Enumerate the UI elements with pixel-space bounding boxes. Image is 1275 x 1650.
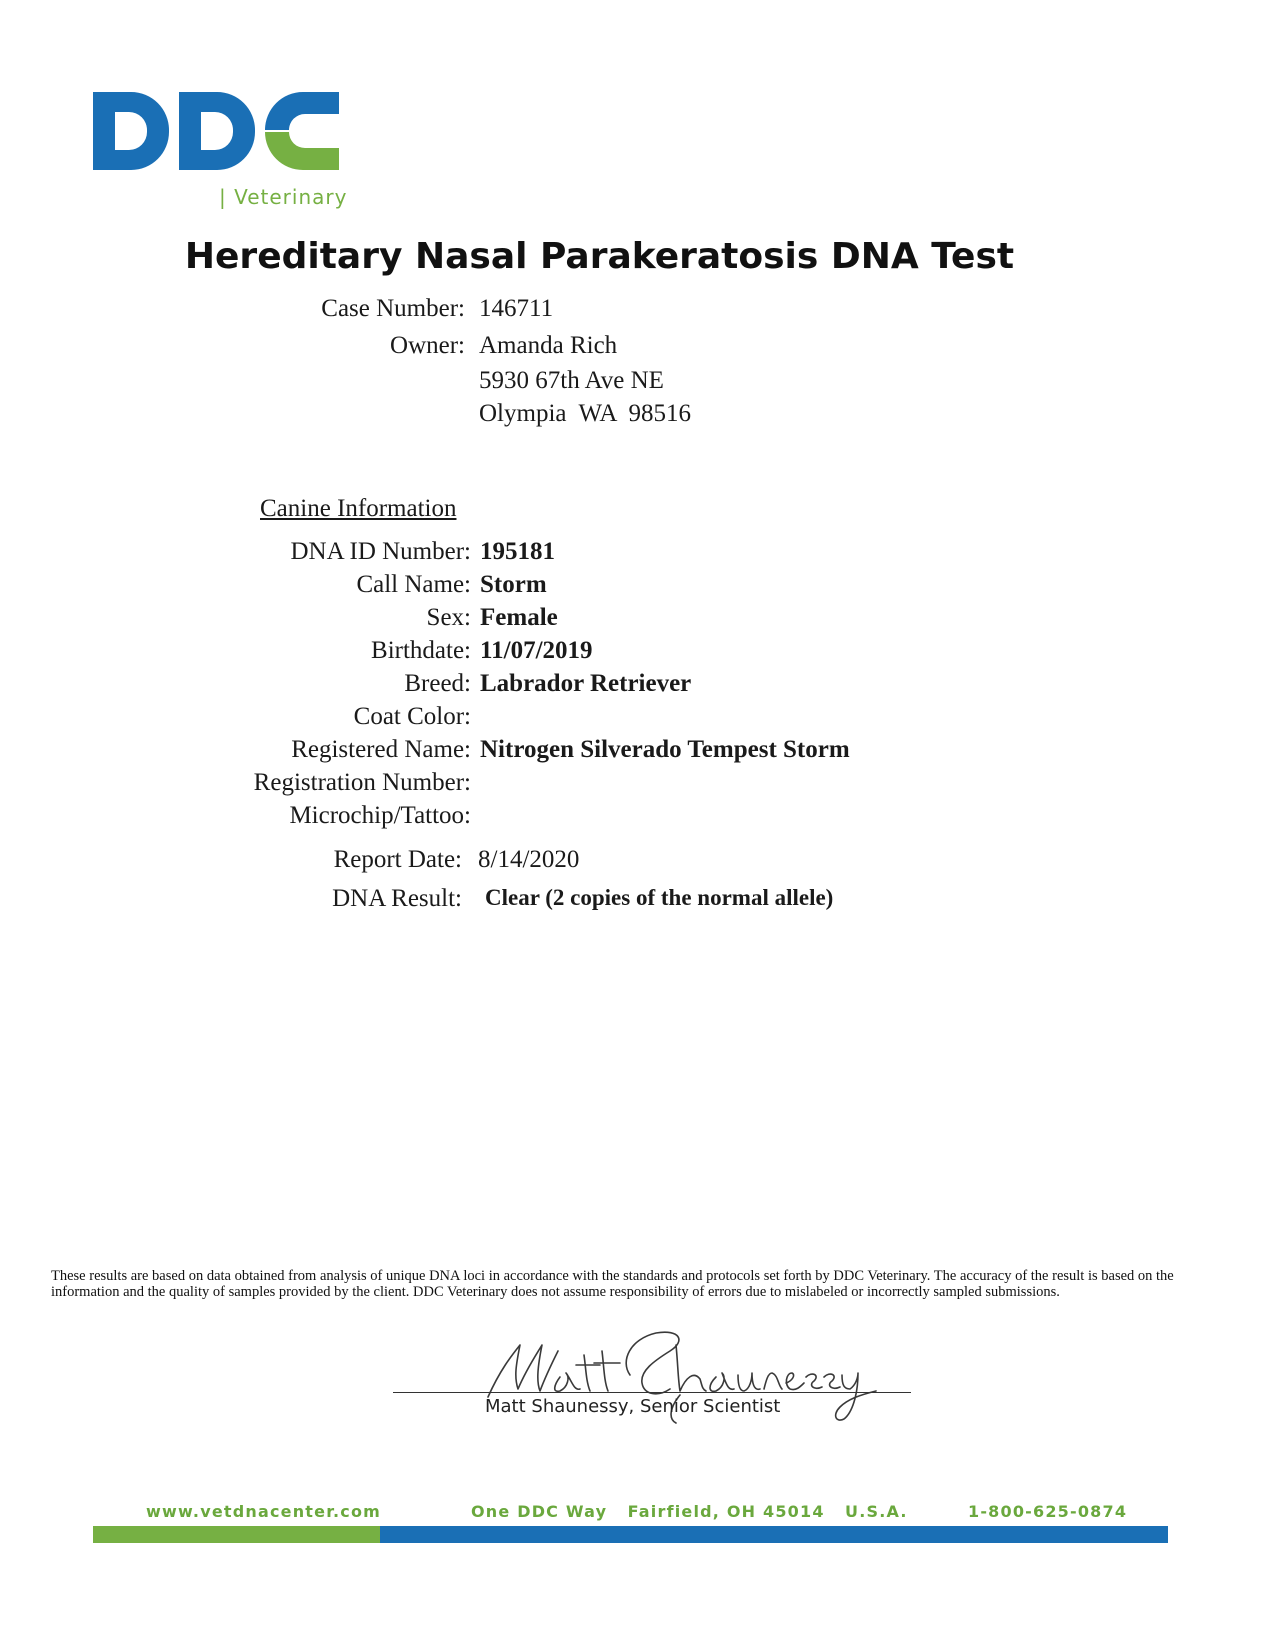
call-name-value: Storm (480, 571, 547, 598)
sex-row (0, 604, 1275, 634)
footer-phone: 1-800-625-0874 (968, 1502, 1128, 1521)
breed-row (0, 670, 1275, 700)
call-name-label: Call Name: (356, 571, 471, 598)
footer-bar-green (93, 1526, 380, 1543)
registration-number-row (0, 769, 1275, 799)
birthdate-label: Birthdate: (371, 637, 471, 664)
registered-name-row (0, 736, 1275, 766)
footer-bar-blue (380, 1526, 1168, 1543)
registration-number-label: Registration Number: (253, 769, 471, 796)
case-number-row (0, 295, 1275, 325)
footer-website[interactable]: www.vetdnacenter.com (146, 1502, 382, 1521)
microchip-row (0, 802, 1275, 832)
logo-subtitle: | Veterinary (219, 185, 348, 209)
case-number-value: 146711 (479, 295, 554, 322)
owner-label: Owner: (390, 332, 465, 359)
sex-value: Female (480, 604, 558, 631)
owner-name: Amanda Rich (479, 332, 618, 359)
call-name-row (0, 571, 1275, 601)
footer-address: One DDC Way Fairfield, OH 45014 U.S.A. (471, 1502, 908, 1521)
dna-id-row (0, 538, 1275, 568)
report-date-row (0, 846, 1275, 876)
case-number-label: Case Number: (321, 295, 465, 322)
dna-result-row (0, 885, 1275, 915)
report-date-label: Report Date: (333, 846, 462, 873)
coat-color-label: Coat Color: (353, 703, 471, 730)
disclaimer-text: These results are based on data obtained from analysis of unique DNA loci in accordance with the standards and protocols set forth by DDC Veterinary. The accuracy of the result is based on the information and the quality of samples provided by the client. DDC Veterinary does not assume responsibility of errors due to mislabeled or incorrectly sampled submissions. (51, 1268, 1174, 1300)
birthdate-value: 11/07/2019 (480, 637, 593, 664)
signer-name: Matt Shaunessy, Senior Scientist (485, 1396, 781, 1417)
breed-label: Breed: (404, 670, 471, 697)
breed-value: Labrador Retriever (480, 670, 692, 697)
page-title: Hereditary Nasal Parakeratosis DNA Test (184, 236, 1015, 277)
birthdate-row (0, 637, 1275, 667)
signature-line (393, 1392, 911, 1393)
microchip-label: Microchip/Tattoo: (289, 802, 471, 829)
coat-color-row (0, 703, 1275, 733)
registered-name-label: Registered Name: (291, 736, 471, 763)
dna-result-value: Clear (2 copies of the normal allele) (485, 885, 834, 910)
owner-address-line1: 5930 67th Ave NE (479, 367, 664, 394)
dna-id-value: 195181 (480, 538, 555, 565)
owner-row (0, 332, 1275, 362)
dna-result-label: DNA Result: (332, 885, 462, 912)
dna-id-label: DNA ID Number: (290, 538, 471, 565)
report-date-value: 8/14/2020 (478, 846, 580, 873)
registered-name-value: Nitrogen Silverado Tempest Storm (480, 736, 850, 763)
sex-label: Sex: (426, 604, 471, 631)
canine-information-heading: Canine Information (260, 495, 457, 522)
owner-address-line2: Olympia WA 98516 (479, 400, 692, 427)
